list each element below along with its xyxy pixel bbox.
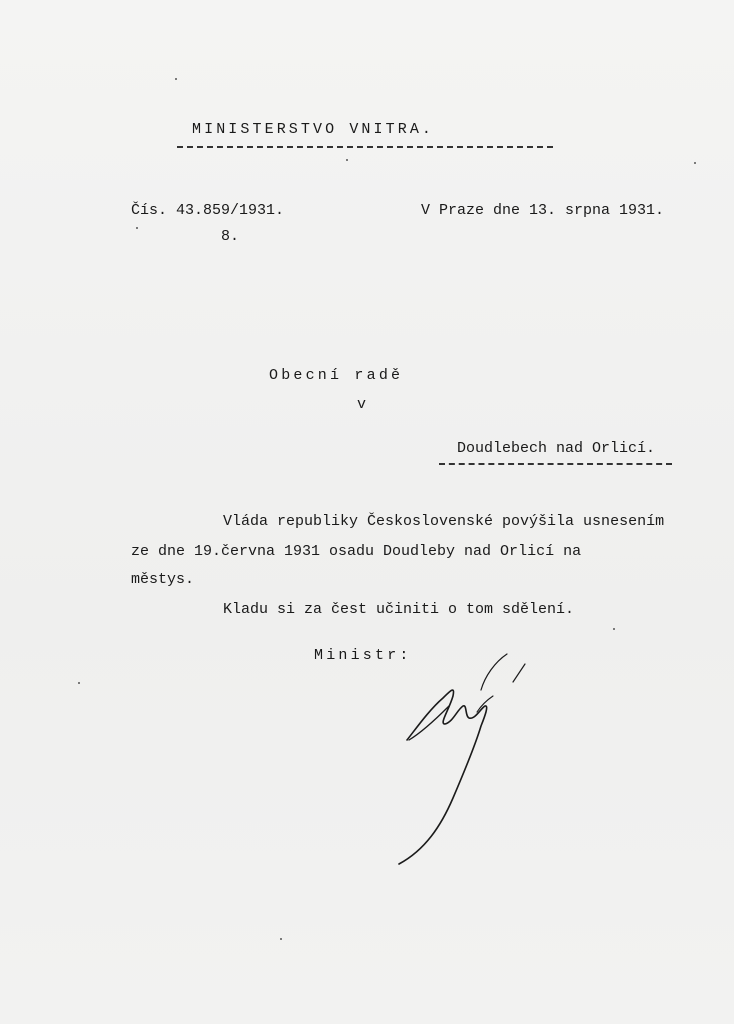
signature-icon bbox=[395, 650, 535, 870]
body-line-1: Vláda republiky Československé povýšila usnesením bbox=[223, 513, 665, 530]
addressee-line-2: v bbox=[357, 396, 367, 413]
closing-minister: Ministr: bbox=[314, 647, 412, 664]
paper-speck bbox=[346, 159, 348, 161]
paper-speck bbox=[175, 78, 177, 80]
paper-speck bbox=[78, 682, 80, 684]
body-line-3: městys. bbox=[131, 571, 195, 588]
paper-speck bbox=[694, 162, 696, 164]
paper-speck bbox=[280, 938, 282, 940]
reference-sub: 8. bbox=[221, 228, 240, 245]
body-line-4: Kladu si za čest učiniti o tom sdělení. bbox=[223, 601, 575, 618]
paper-speck bbox=[613, 628, 615, 630]
date-line: V Praze dne 13. srpna 1931. bbox=[421, 202, 665, 219]
body-line-2: ze dne 19.června 1931 osadu Doudleby nad Orlicí na bbox=[131, 543, 582, 560]
paper-speck bbox=[136, 227, 138, 229]
reference-number: Čís. 43.859/1931. bbox=[131, 202, 285, 219]
ministry-heading: MINISTERSTVO VNITRA. bbox=[192, 121, 435, 138]
heading-underline bbox=[177, 146, 553, 148]
addressee-underline bbox=[439, 463, 672, 465]
addressee-line-1: Obecní radě bbox=[269, 367, 404, 384]
addressee-line-3: Doudlebech nad Orlicí. bbox=[457, 440, 656, 457]
